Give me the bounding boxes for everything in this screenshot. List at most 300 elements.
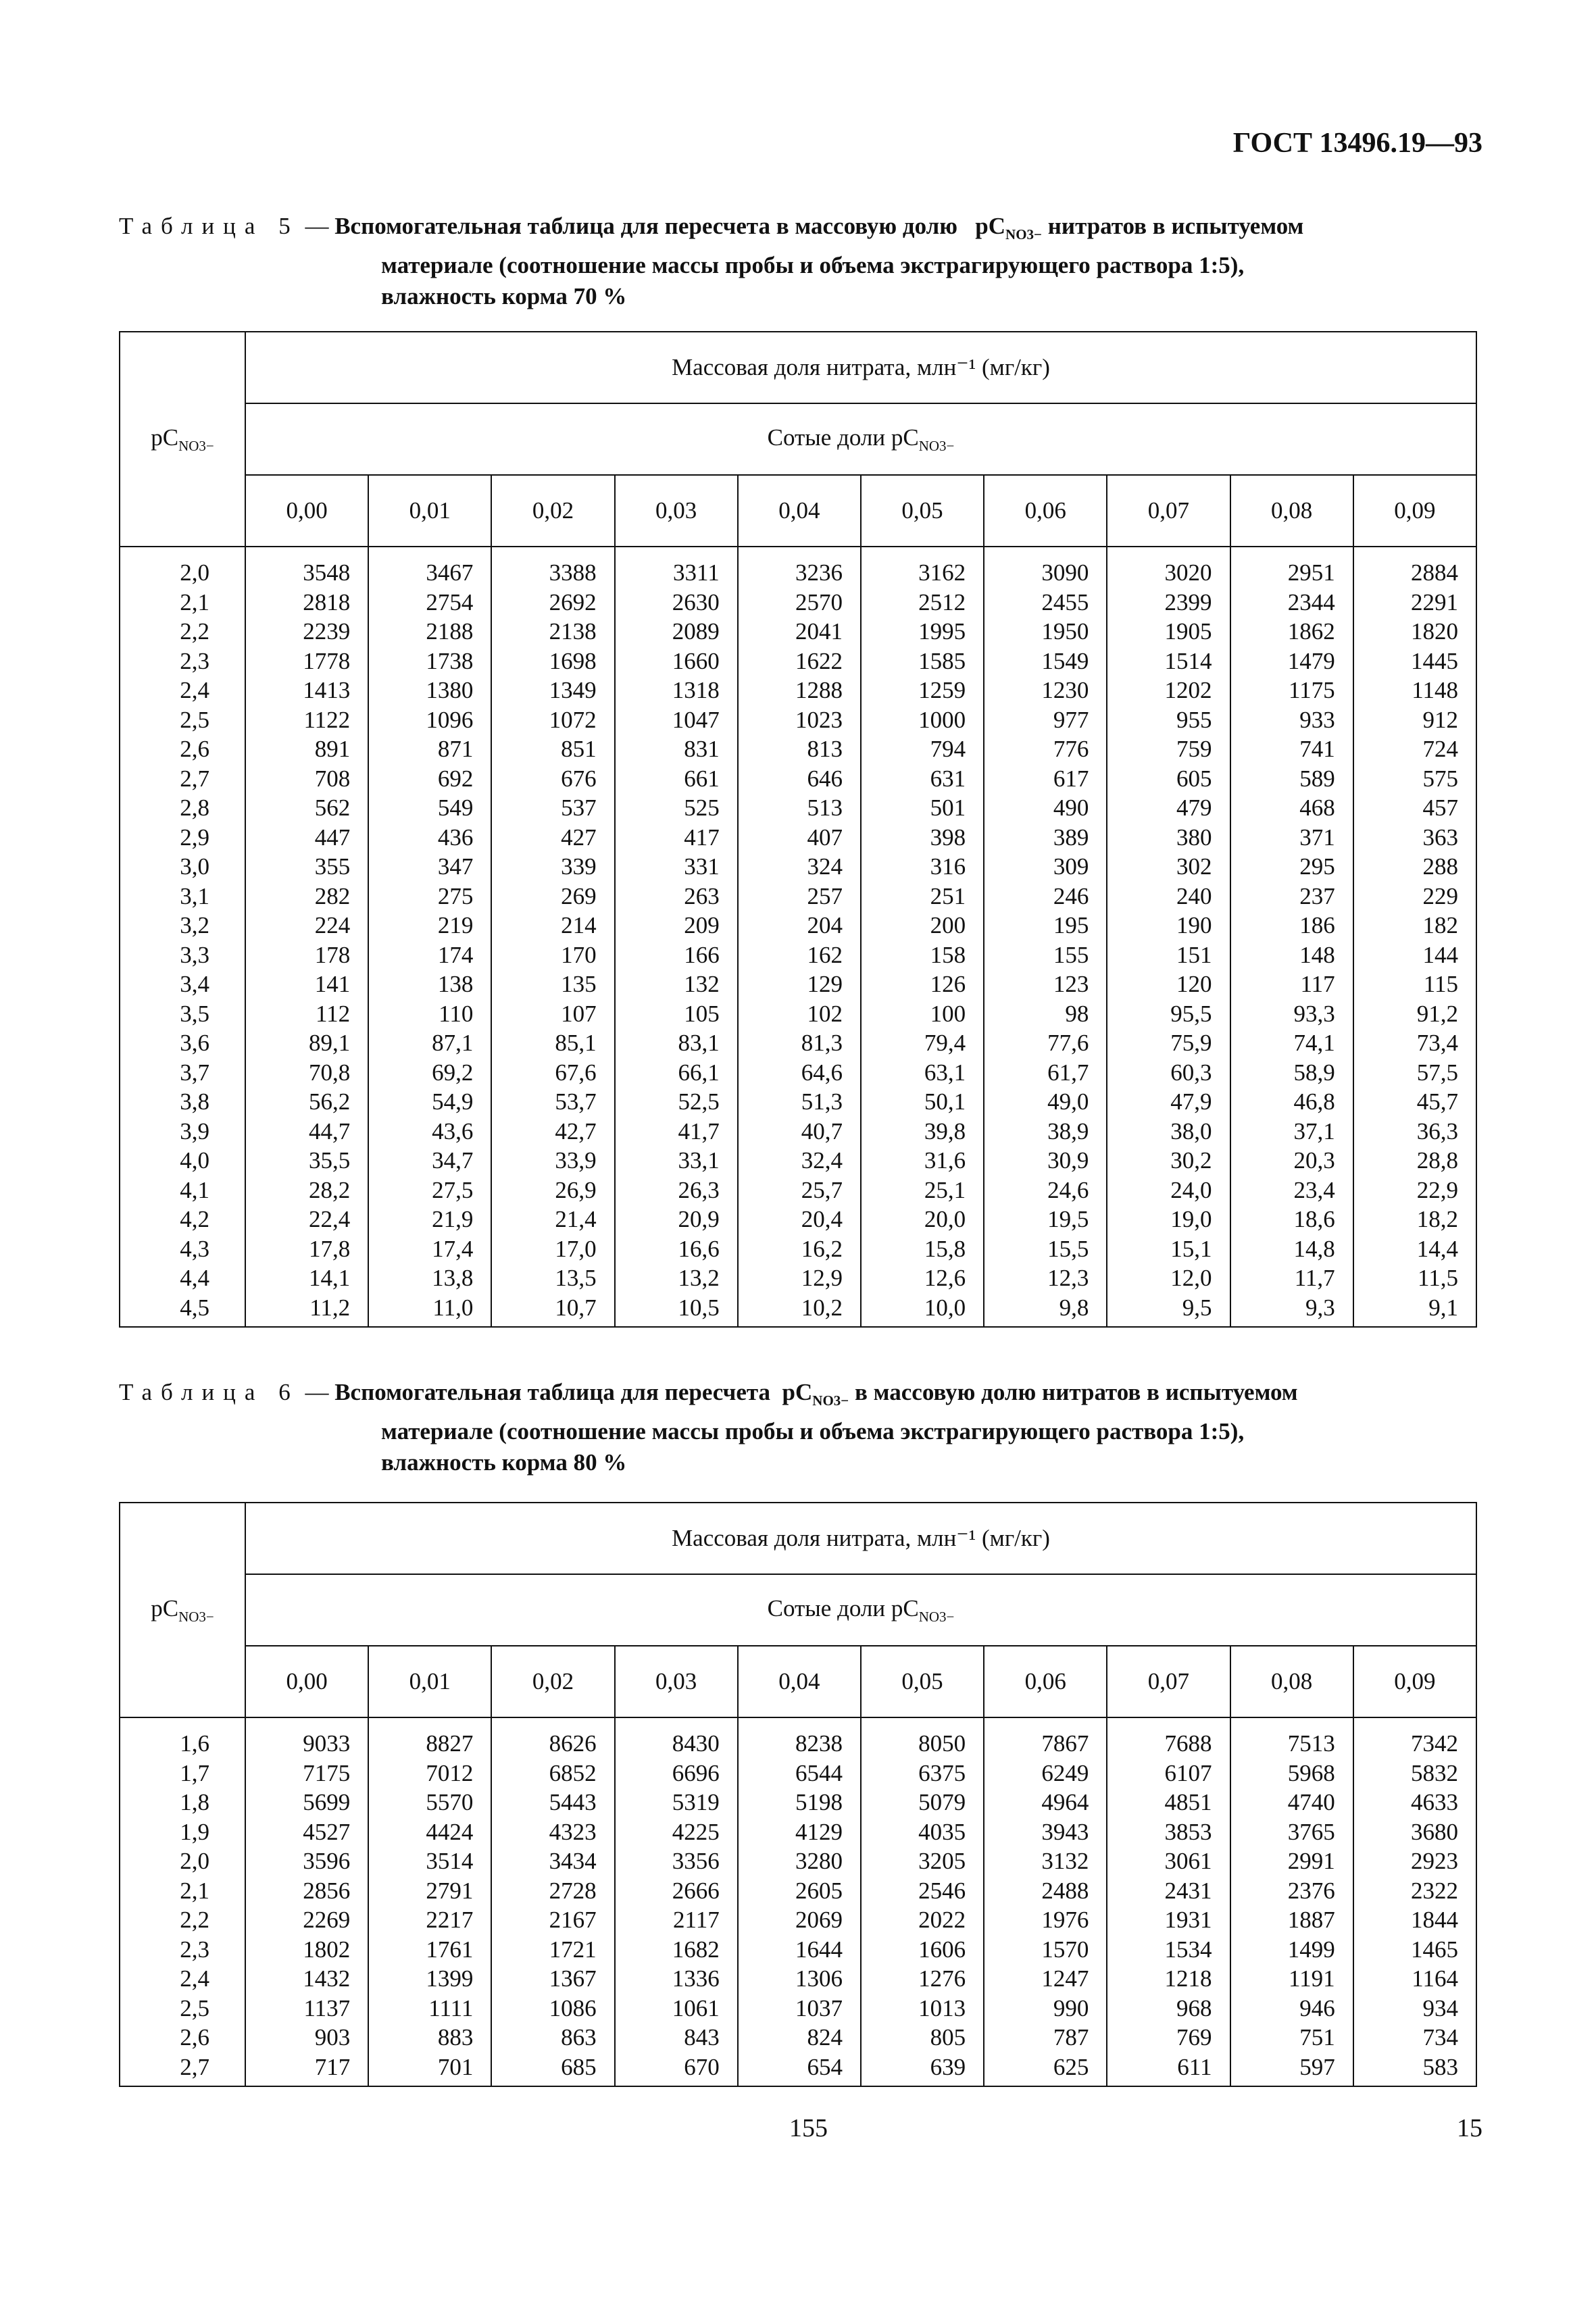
table-row — [120, 1087, 1476, 1117]
table-cell: 1844 — [1353, 1905, 1476, 1935]
row-pc-value: 2,0 — [120, 547, 245, 588]
table-cell: 6544 — [738, 1759, 861, 1788]
table-cell: 17,0 — [491, 1234, 614, 1264]
table-cell: 14,1 — [245, 1263, 368, 1293]
table-cell: 33,9 — [491, 1146, 614, 1176]
row-pc-value: 3,7 — [120, 1058, 245, 1088]
table-cell: 2089 — [615, 617, 738, 647]
table-cell: 170 — [491, 940, 614, 970]
table-cell: 64,6 — [738, 1058, 861, 1088]
column-header: 0,03 — [615, 1646, 738, 1717]
table-cell: 219 — [368, 911, 491, 940]
column-header: 0,06 — [984, 1646, 1107, 1717]
table-row — [120, 1846, 1476, 1876]
table-cell: 2546 — [861, 1876, 984, 1906]
table-cell: 380 — [1107, 823, 1230, 853]
table-cell: 8238 — [738, 1717, 861, 1759]
table-cell: 692 — [368, 764, 491, 794]
table-5-title-line2: материале (соотношение массы пробы и объема экстрагирующего раствора 1:5), — [381, 252, 1245, 278]
table-cell: 39,8 — [861, 1117, 984, 1147]
column-header: 0,07 — [1107, 1646, 1230, 1717]
table-cell: 670 — [615, 2053, 738, 2087]
column-header: 0,02 — [491, 1646, 614, 1717]
table-cell: 6852 — [491, 1759, 614, 1788]
table-cell: 639 — [861, 2053, 984, 2087]
table-cell: 824 — [738, 2023, 861, 2053]
table-cell: 8626 — [491, 1717, 614, 1759]
row-pc-value: 2,5 — [120, 705, 245, 735]
table-cell: 209 — [615, 911, 738, 940]
table-cell: 447 — [245, 823, 368, 853]
table-cell: 2884 — [1353, 547, 1476, 588]
column-headers — [120, 1646, 1476, 1717]
table-cell: 5832 — [1353, 1759, 1476, 1788]
table-cell: 631 — [861, 764, 984, 794]
column-header: 0,04 — [738, 475, 861, 547]
table-cell: 12,6 — [861, 1263, 984, 1293]
table-cell: 1072 — [491, 705, 614, 735]
column-header: 0,05 — [861, 1646, 984, 1717]
table-cell: 69,2 — [368, 1058, 491, 1088]
row-pc-value: 3,3 — [120, 940, 245, 970]
table-cell: 1164 — [1353, 1964, 1476, 1994]
table-cell: 50,1 — [861, 1087, 984, 1117]
table-cell: 26,9 — [491, 1176, 614, 1205]
table-cell: 74,1 — [1230, 1028, 1353, 1058]
table-cell: 661 — [615, 764, 738, 794]
table-cell: 597 — [1230, 2053, 1353, 2087]
table-cell: 5443 — [491, 1788, 614, 1817]
table-row — [120, 734, 1476, 764]
table-cell: 13,2 — [615, 1263, 738, 1293]
table-cell: 2399 — [1107, 588, 1230, 618]
table-cell: 12,3 — [984, 1263, 1107, 1293]
table-cell: 589 — [1230, 764, 1353, 794]
table-cell: 95,5 — [1107, 999, 1230, 1029]
table-cell: 2923 — [1353, 1846, 1476, 1876]
table-cell: 20,3 — [1230, 1146, 1353, 1176]
table-cell: 575 — [1353, 764, 1476, 794]
row-pc-value: 3,6 — [120, 1028, 245, 1058]
table-cell: 10,2 — [738, 1293, 861, 1328]
row-pc-value: 2,5 — [120, 1994, 245, 2023]
table-cell: 734 — [1353, 2023, 1476, 2053]
table-cell: 1995 — [861, 617, 984, 647]
table-cell: 42,7 — [491, 1117, 614, 1147]
table-cell: 7175 — [245, 1759, 368, 1788]
column-header: 0,04 — [738, 1646, 861, 1717]
table-cell: 38,9 — [984, 1117, 1107, 1147]
table-cell: 1137 — [245, 1994, 368, 2023]
table-row — [120, 1293, 1476, 1328]
row-pc-value: 1,9 — [120, 1817, 245, 1847]
table-cell: 831 — [615, 734, 738, 764]
row-pc-value: 1,6 — [120, 1717, 245, 1759]
table-cell: 625 — [984, 2053, 1107, 2087]
table-cell: 58,9 — [1230, 1058, 1353, 1088]
table-cell: 2512 — [861, 588, 984, 618]
table-cell: 132 — [615, 970, 738, 999]
table-cell: 863 — [491, 2023, 614, 2053]
table-row — [120, 1935, 1476, 1965]
table-cell: 2167 — [491, 1905, 614, 1935]
table-row — [120, 911, 1476, 940]
table-cell: 946 — [1230, 1994, 1353, 2023]
row-pc-value: 4,5 — [120, 1293, 245, 1328]
table-cell: 66,1 — [615, 1058, 738, 1088]
table-cell: 2754 — [368, 588, 491, 618]
table-6-title-line2: материале (соотношение массы пробы и объема экстрагирующего раствора 1:5), — [381, 1418, 1245, 1444]
table-cell: 89,1 — [245, 1028, 368, 1058]
table-row — [120, 2023, 1476, 2053]
page-number-right: 15 — [1457, 2114, 1482, 2142]
table-cell: 1534 — [1107, 1935, 1230, 1965]
table-6-title-line3: влажность корма 80 % — [381, 1449, 627, 1476]
row-pc-value: 2,4 — [120, 1964, 245, 1994]
row-pc-value: 2,2 — [120, 1905, 245, 1935]
table-cell: 3311 — [615, 547, 738, 588]
table-cell: 240 — [1107, 882, 1230, 911]
table-5-title-part2: нитратов в испытуемом — [1047, 213, 1304, 239]
table-5-title-line3: влажность корма 70 % — [381, 283, 627, 309]
table-cell: 2188 — [368, 617, 491, 647]
table-cell: 56,2 — [245, 1087, 368, 1117]
table-cell: 30,2 — [1107, 1146, 1230, 1176]
table-cell: 302 — [1107, 852, 1230, 882]
table-cell: 977 — [984, 705, 1107, 735]
table-cell: 724 — [1353, 734, 1476, 764]
table-cell: 1887 — [1230, 1905, 1353, 1935]
table-cell: 54,9 — [368, 1087, 491, 1117]
table-cell: 1660 — [615, 647, 738, 676]
table-cell: 3020 — [1107, 547, 1230, 588]
table-cell: 1905 — [1107, 617, 1230, 647]
table-cell: 1086 — [491, 1994, 614, 2023]
table-row — [120, 940, 1476, 970]
table-cell: 22,4 — [245, 1205, 368, 1234]
table-cell: 5570 — [368, 1788, 491, 1817]
table-cell: 4424 — [368, 1817, 491, 1847]
table-cell: 2791 — [368, 1876, 491, 1906]
row-pc-value: 4,0 — [120, 1146, 245, 1176]
table-cell: 11,0 — [368, 1293, 491, 1328]
table-row — [120, 1994, 1476, 2023]
table-cell: 8050 — [861, 1717, 984, 1759]
table-5-title-pc: pC — [975, 213, 1006, 239]
table-cell: 2570 — [738, 588, 861, 618]
table-cell: 26,3 — [615, 1176, 738, 1205]
table-row — [120, 882, 1476, 911]
column-header: 0,01 — [368, 1646, 491, 1717]
table-cell: 617 — [984, 764, 1107, 794]
table-cell: 708 — [245, 764, 368, 794]
table-cell: 5079 — [861, 1788, 984, 1817]
table-cell: 701 — [368, 2053, 491, 2087]
table-cell: 110 — [368, 999, 491, 1029]
table-cell: 31,6 — [861, 1146, 984, 1176]
table-cell: 324 — [738, 852, 861, 882]
row-pc-value: 2,3 — [120, 647, 245, 676]
table-cell: 794 — [861, 734, 984, 764]
table-cell: 11,7 — [1230, 1263, 1353, 1293]
table-5-label: Таблица 5 — [119, 213, 299, 239]
table-cell: 457 — [1353, 793, 1476, 823]
row-pc-value: 2,1 — [120, 588, 245, 618]
table-cell: 1698 — [491, 647, 614, 676]
table-cell: 269 — [491, 882, 614, 911]
table-cell: 14,4 — [1353, 1234, 1476, 1264]
table-cell: 1862 — [1230, 617, 1353, 647]
table-cell: 7513 — [1230, 1717, 1353, 1759]
table-cell: 158 — [861, 940, 984, 970]
header-hundredths: Сотые доли $pC_{NO3-}$ — [245, 1574, 1476, 1646]
table-cell: 3765 — [1230, 1817, 1353, 1847]
table-cell: 200 — [861, 911, 984, 940]
table-cell: 17,4 — [368, 1234, 491, 1264]
table-cell: 21,4 — [491, 1205, 614, 1234]
table-cell: 1950 — [984, 617, 1107, 647]
table-cell: 129 — [738, 970, 861, 999]
table-row — [120, 1905, 1476, 1935]
table-cell: 407 — [738, 823, 861, 853]
table-cell: 5198 — [738, 1788, 861, 1817]
table-cell: 6249 — [984, 1759, 1107, 1788]
table-cell: 16,6 — [615, 1234, 738, 1264]
table-cell: 49,0 — [984, 1087, 1107, 1117]
table-cell: 1499 — [1230, 1935, 1353, 1965]
table-cell: 1413 — [245, 676, 368, 705]
table-cell: 18,2 — [1353, 1205, 1476, 1234]
table-cell: 1349 — [491, 676, 614, 705]
table-row — [120, 1964, 1476, 1994]
table-cell: 151 — [1107, 940, 1230, 970]
table-cell: 1218 — [1107, 1964, 1230, 1994]
table-cell: 1288 — [738, 676, 861, 705]
table-cell: 316 — [861, 852, 984, 882]
table-cell: 1380 — [368, 676, 491, 705]
table-cell: 2818 — [245, 588, 368, 618]
table-cell: 654 — [738, 2053, 861, 2087]
table-cell: 1037 — [738, 1994, 861, 2023]
table-cell: 6375 — [861, 1759, 984, 1788]
table-cell: 2455 — [984, 588, 1107, 618]
table-cell: 4851 — [1107, 1788, 1230, 1817]
table-cell: 525 — [615, 793, 738, 823]
page-number-left: 155 — [789, 2114, 828, 2142]
row-pc-value: 2,7 — [120, 2053, 245, 2087]
row-pc-value: 4,2 — [120, 1205, 245, 1234]
table-cell: 4035 — [861, 1817, 984, 1847]
table-cell: 9,1 — [1353, 1293, 1476, 1328]
table-cell: 2728 — [491, 1876, 614, 1906]
table-cell: 903 — [245, 2023, 368, 2053]
table-6-body — [120, 1717, 1476, 2086]
table-row — [120, 1717, 1476, 1759]
document-code: ГОСТ 13496.19—93 — [1232, 128, 1482, 159]
table-cell: 44,7 — [245, 1117, 368, 1147]
table-cell: 339 — [491, 852, 614, 882]
table-cell: 805 — [861, 2023, 984, 2053]
table-cell: 468 — [1230, 793, 1353, 823]
table-cell: 1122 — [245, 705, 368, 735]
table-cell: 166 — [615, 940, 738, 970]
table-row — [120, 823, 1476, 853]
table-row — [120, 1817, 1476, 1847]
table-cell: 19,5 — [984, 1205, 1107, 1234]
table-cell: 8827 — [368, 1717, 491, 1759]
table-cell: 155 — [984, 940, 1107, 970]
table-cell: 14,8 — [1230, 1234, 1353, 1264]
table-cell: 8430 — [615, 1717, 738, 1759]
table-cell: 7688 — [1107, 1717, 1230, 1759]
table-cell: 883 — [368, 2023, 491, 2053]
table-cell: 537 — [491, 793, 614, 823]
table-cell: 2692 — [491, 588, 614, 618]
table-cell: 1721 — [491, 1935, 614, 1965]
row-header-pc: $pC_{NO3-}$ — [120, 1503, 245, 1717]
table-cell: 1644 — [738, 1935, 861, 1965]
table-cell: 75,9 — [1107, 1028, 1230, 1058]
table-cell: 282 — [245, 882, 368, 911]
row-pc-value: 3,8 — [120, 1087, 245, 1117]
table-cell: 13,5 — [491, 1263, 614, 1293]
row-pc-value: 2,4 — [120, 676, 245, 705]
table-cell: 4323 — [491, 1817, 614, 1847]
table-cell: 18,6 — [1230, 1205, 1353, 1234]
table-cell: 120 — [1107, 970, 1230, 999]
table-cell: 1399 — [368, 1964, 491, 1994]
table-cell: 501 — [861, 793, 984, 823]
table-cell: 1336 — [615, 1964, 738, 1994]
table-cell: 11,2 — [245, 1293, 368, 1328]
table-cell: 1738 — [368, 647, 491, 676]
table-row — [120, 1176, 1476, 1205]
table-cell: 3236 — [738, 547, 861, 588]
header-mass-fraction: Массовая доля нитрата, млн⁻¹ (мг/кг) — [245, 1503, 1476, 1574]
table-6-title-pc: pC — [782, 1379, 813, 1405]
table-cell: 4225 — [615, 1817, 738, 1847]
table-5-title-pc-sub: NO3− — [1005, 226, 1043, 243]
table-cell: 61,7 — [984, 1058, 1107, 1088]
table-cell: 47,9 — [1107, 1087, 1230, 1117]
table-cell: 2322 — [1353, 1876, 1476, 1906]
table-cell: 1047 — [615, 705, 738, 735]
table-cell: 144 — [1353, 940, 1476, 970]
table-cell: 3434 — [491, 1846, 614, 1876]
table-cell: 15,5 — [984, 1234, 1107, 1264]
table-cell: 182 — [1353, 911, 1476, 940]
table-cell: 81,3 — [738, 1028, 861, 1058]
column-header: 0,02 — [491, 475, 614, 547]
table-cell: 583 — [1353, 2053, 1476, 2087]
table-cell: 759 — [1107, 734, 1230, 764]
table-cell: 2951 — [1230, 547, 1353, 588]
table-cell: 1820 — [1353, 617, 1476, 647]
table-cell: 112 — [245, 999, 368, 1029]
table-cell: 123 — [984, 970, 1107, 999]
table-cell: 1802 — [245, 1935, 368, 1965]
table-cell: 1367 — [491, 1964, 614, 1994]
table-6-caption: Таблица 6 — Вспомогательная таблица для пересчета $pC_{NO3-}$ в массовую долю нитратов в испытуемом материале (соотношение массы пробы и объема экстрагирующего раствора 1:5), влажность корма 80 % — [119, 1377, 1298, 1478]
table-cell: 9033 — [245, 1717, 368, 1759]
table-cell: 1230 — [984, 676, 1107, 705]
table-cell: 3132 — [984, 1846, 1107, 1876]
table-cell: 263 — [615, 882, 738, 911]
table-cell: 17,8 — [245, 1234, 368, 1264]
table-cell: 41,7 — [615, 1117, 738, 1147]
table-cell: 347 — [368, 852, 491, 882]
table-cell: 389 — [984, 823, 1107, 853]
table-cell: 178 — [245, 940, 368, 970]
table-cell: 1096 — [368, 705, 491, 735]
table-cell: 427 — [491, 823, 614, 853]
table-5-body — [120, 547, 1476, 1327]
table-cell: 12,9 — [738, 1263, 861, 1293]
table-cell: 1175 — [1230, 676, 1353, 705]
table-cell: 2605 — [738, 1876, 861, 1906]
table-cell: 85,1 — [491, 1028, 614, 1058]
row-pc-value: 2,1 — [120, 1876, 245, 1906]
table-cell: 7342 — [1353, 1717, 1476, 1759]
table-cell: 10,7 — [491, 1293, 614, 1328]
table-cell: 162 — [738, 940, 861, 970]
table-cell: 15,8 — [861, 1234, 984, 1264]
table-cell: 2041 — [738, 617, 861, 647]
table-cell: 138 — [368, 970, 491, 999]
row-pc-value: 2,8 — [120, 793, 245, 823]
table-cell: 77,6 — [984, 1028, 1107, 1058]
table-cell: 934 — [1353, 1994, 1476, 2023]
table-cell: 25,7 — [738, 1176, 861, 1205]
table-cell: 63,1 — [861, 1058, 984, 1088]
table-cell: 83,1 — [615, 1028, 738, 1058]
table-cell: 813 — [738, 734, 861, 764]
table-cell: 2344 — [1230, 588, 1353, 618]
column-header: 0,00 — [245, 1646, 368, 1717]
table-cell: 3596 — [245, 1846, 368, 1876]
table-cell: 912 — [1353, 705, 1476, 735]
table-cell: 4964 — [984, 1788, 1107, 1817]
table-cell: 148 — [1230, 940, 1353, 970]
table-cell: 2269 — [245, 1905, 368, 1935]
table-cell: 2022 — [861, 1905, 984, 1935]
table-cell: 3162 — [861, 547, 984, 588]
column-header: 0,06 — [984, 475, 1107, 547]
table-cell: 371 — [1230, 823, 1353, 853]
table-cell: 214 — [491, 911, 614, 940]
table-cell: 195 — [984, 911, 1107, 940]
row-pc-value: 3,0 — [120, 852, 245, 882]
table-cell: 309 — [984, 852, 1107, 882]
table-cell: 174 — [368, 940, 491, 970]
table-cell: 605 — [1107, 764, 1230, 794]
table-cell: 257 — [738, 882, 861, 911]
row-pc-value: 2,3 — [120, 1935, 245, 1965]
table-cell: 126 — [861, 970, 984, 999]
row-pc-value: 3,4 — [120, 970, 245, 999]
header-hundredths: Сотые доли $pC_{NO3-}$ — [245, 403, 1476, 475]
table-cell: 115 — [1353, 970, 1476, 999]
table-cell: 549 — [368, 793, 491, 823]
table-cell: 363 — [1353, 823, 1476, 853]
table-cell: 1761 — [368, 1935, 491, 1965]
table-cell: 25,1 — [861, 1176, 984, 1205]
table-cell: 1148 — [1353, 676, 1476, 705]
table-cell: 20,4 — [738, 1205, 861, 1234]
table-cell: 1976 — [984, 1905, 1107, 1935]
table-cell: 717 — [245, 2053, 368, 2087]
table-row — [120, 999, 1476, 1029]
